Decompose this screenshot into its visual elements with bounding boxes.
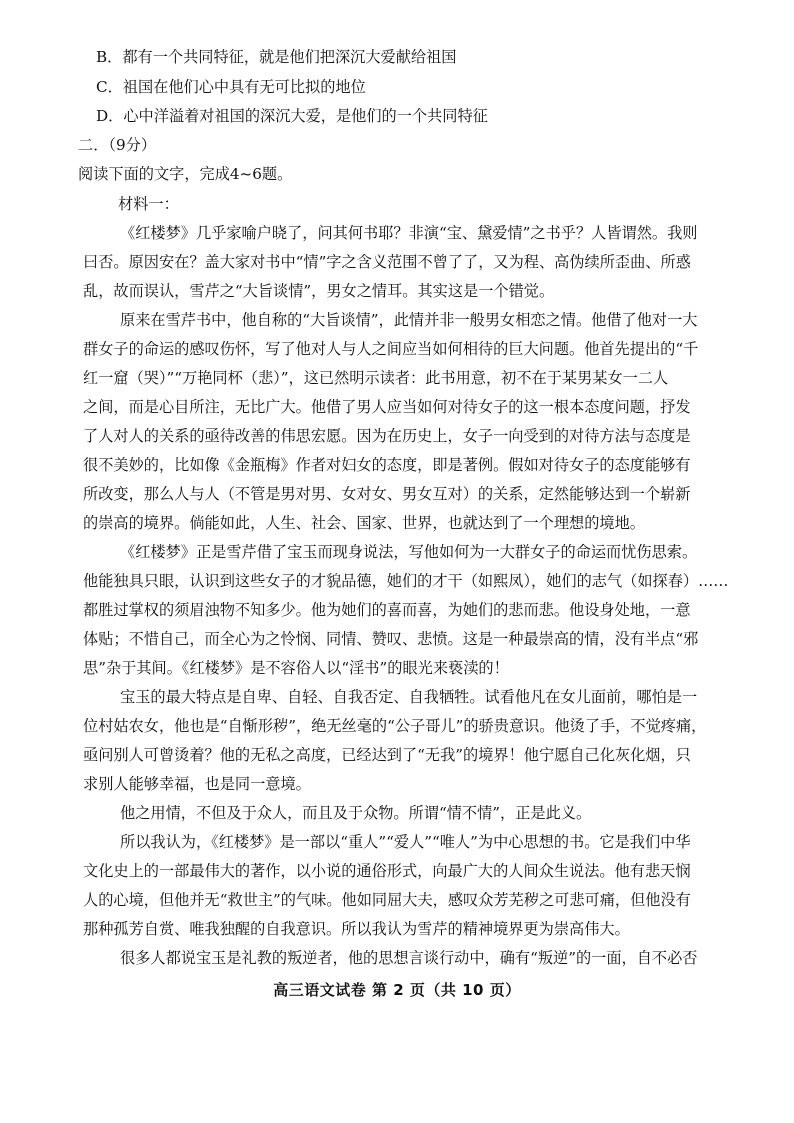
paragraph-line: 体贴；不惜自己，而全心为之怜悯、同情、赞叹、悲愤。这是一种最崇高的情，没有半点“邪 [83,630,699,648]
paragraph-line: 乱，故而误认，雪芹之“大旨谈情”，男女之情耳。其实这是一个错觉。 [83,282,555,300]
paragraph-line: 红一窟（哭）”“万艳同杯（悲）”，这已然明示读者：此书用意，初不在于某男某女一二人 [83,369,669,387]
paragraph-line: 他之用情，不但及于众人，而且及于众物。所谓“情不情”，正是此义。 [120,804,592,822]
paragraph-line: 所以我认为，《红楼梦》是一部以“重人”“爱人”“唯人”为中心思想的书。它是我们中华 [120,833,691,851]
paragraph-line: 《红楼梦》正是雪芹借了宝玉而现身说法，写他如何为一大群女子的命运而忧伤思索。 [120,543,698,561]
paragraph-line: 曰否。原因安在？盖大家对书中“情”字之含义范围不曾了了，又为程、高伪续所歪曲、所惑 [83,253,691,271]
paragraph-line: 都胜过掌权的须眉浊物不知多少。他为她们的喜而喜，为她们的悲而悲。他设身处地，一意 [83,601,691,619]
section-instruction: 阅读下面的文字，完成4~6题。 [78,165,293,183]
paragraph-line: 那种孤芳自赏、唯我独醒的自我意识。所以我认为雪芹的精神境界更为崇高伟大。 [83,920,630,938]
paragraph-line: 思”杂于其间。《红楼梦》是不容俗人以“淫书”的眼光来亵渎的！ [83,659,509,677]
paragraph-line: 很多人都说宝玉是礼教的叛逆者，他的思想言谈行动中，确有“叛逆”的一面，自不必否 [120,949,698,967]
paragraph-line: 很不美妙的，比如像《金瓶梅》作者对妇女的态度，即是著例。假如对待女子的态度能够有 [83,456,691,474]
paragraph-line: 了人对人的关系的亟待改善的伟思宏愿。因为在历史上，女子一向受到的对待方法与态度是 [83,427,691,445]
paragraph-line: 之间，而是心目所注，无比广大。他借了男人应当如何对待女子的这一根本态度问题，抒发 [83,398,691,416]
paragraph-line: 宝玉的最大特点是自卑、自轻、自我否定、自我牺牲。试看他凡在女儿面前，哪怕是一 [120,688,698,706]
section-heading: 二．（9分） [78,136,157,154]
page-footer: 高三语文试卷 第 2 页（共 10 页） [273,981,521,999]
paragraph-line: 的崇高的境界。倘能如此，人生、社会、国家、世界，也就达到了一个理想的境地。 [83,514,645,532]
paragraph-line: 《红楼梦》几乎家喻户晓了，问其何书耶？非演“宝、黛爱情”之书乎？人皆谓然。我则 [120,224,698,242]
paragraph-line: 所改变，那么人与人（不管是男对男、女对女、男女互对）的关系，定然能够达到一个崭新 [83,485,691,503]
paragraph-line: 人的心境，但他并无“救世主”的气味。他如同屈大夫，感叹众芳芜秽之可悲可痛，但他没有 [83,891,691,909]
paragraph-line: 群女子的命运的感叹伤怀，写了他对人与人之间应当如何相待的巨大问题。他首先提出的“千 [83,340,699,358]
paragraph-line: 原来在雪芹书中，他自称的“大旨谈情”，此情并非一般男女相恋之情。他借了他对一大 [120,311,698,329]
paragraph-line: 亟问别人可曾烫着？他的无私之高度，已经达到了“无我”的境界！他宁愿自己化灰化烟，只 [83,746,691,764]
option-c: C．祖国在他们心中具有无可比拟的地位 [96,78,366,96]
paragraph-line: 文化史上的一部最伟大的著作，以小说的通俗形式，向最广大的人间众生说法。他有悲天悯 [83,862,691,880]
paragraph-line: 他能独具只眼，认识到这些女子的才貌品德，她们的才干（如熙凤），她们的志气（如探春）…… [83,572,729,590]
paragraph-line: 位村姑农女，他也是“自惭形秽”，绝无丝毫的“公子哥儿”的骄贵意识。他烫了手，不觉疼痛， [83,717,707,735]
option-d: D．心中洋溢着对祖国的深沉大爱，是他们的一个共同特征 [96,107,488,125]
paragraph-line: 求别人能够幸福，也是同一意境。 [83,775,311,793]
material-label: 材料一： [118,195,179,213]
option-b: B．都有一个共同特征，就是他们把深沉大爱献给祖国 [96,48,457,66]
